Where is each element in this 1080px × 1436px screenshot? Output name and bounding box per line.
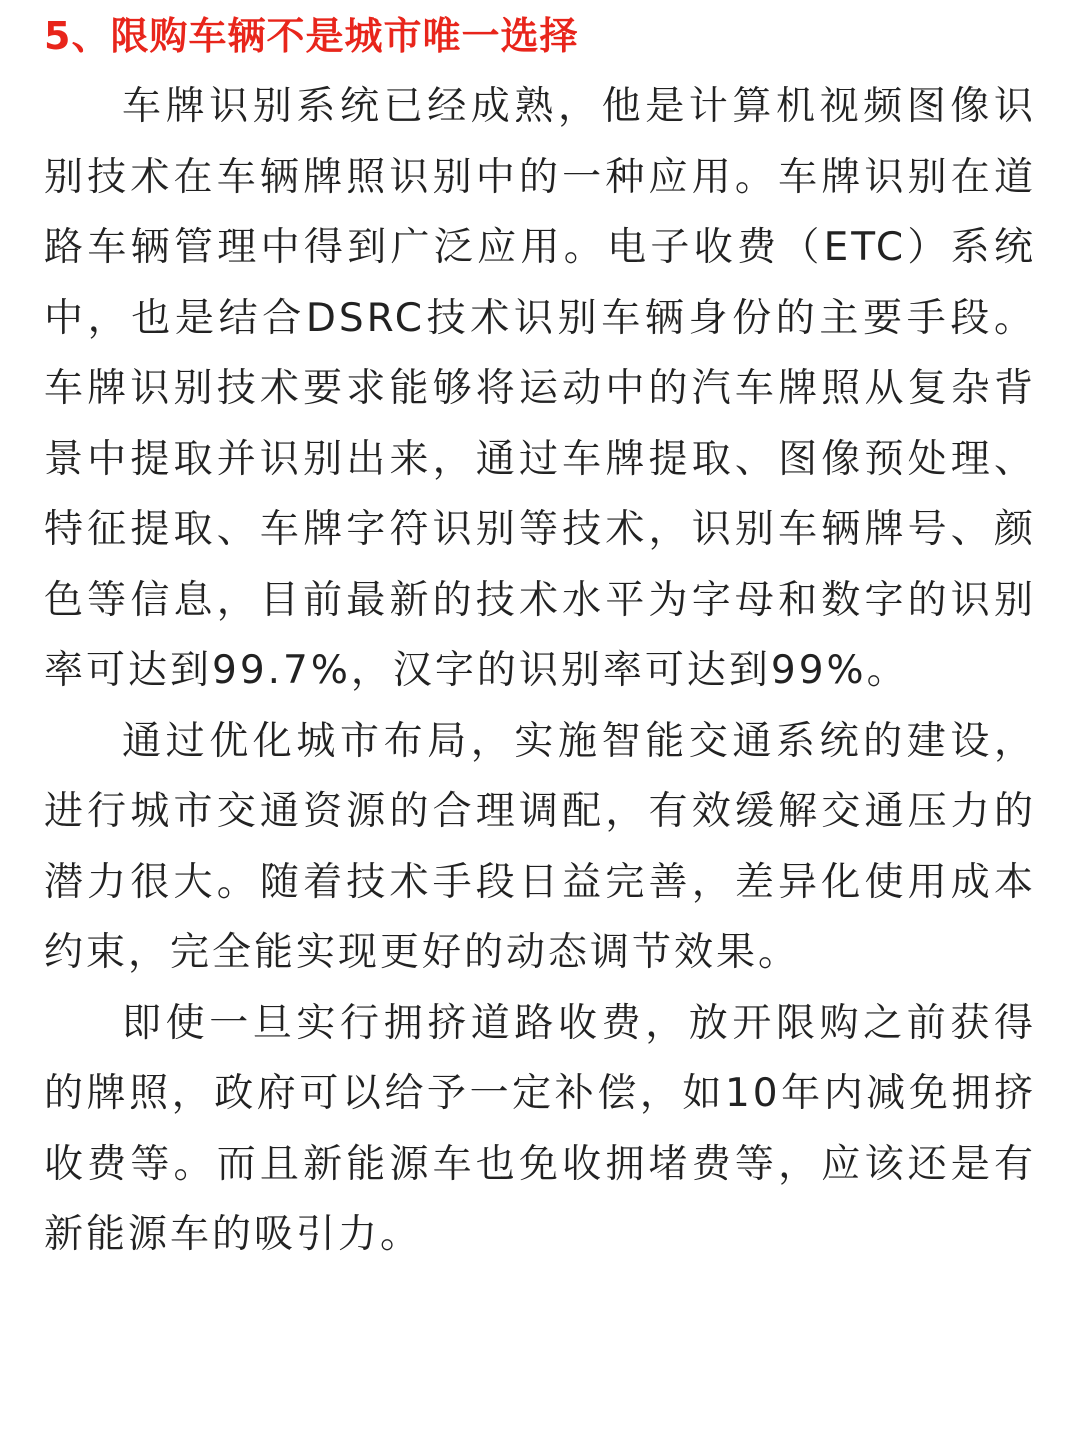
section-heading: 5、限购车辆不是城市唯一选择 [44,14,579,58]
paragraph-congestion-charge: 即使一旦实行拥挤道路收费，放开限购之前获得的牌照，政府可以给予一定补偿，如10年内减免拥挤收费等。而且新能源车也免收拥堵费等，应该还是有新能源车的吸引力。 [44,1000,1036,1257]
paragraph-intelligent-transport: 通过优化城市布局，实施智能交通系统的建设，进行城市交通资源的合理调配，有效缓解交通压力的潜力很大。随着技术手段日益完善，差异化使用成本约束，完全能实现更好的动态调节效果。 [44,718,1036,975]
paragraph-license-plate-recognition: 车牌识别系统已经成熟，他是计算机视频图像识别技术在车辆牌照识别中的一种应用。车牌识别在道路车辆管理中得到广泛应用。电子收费（ETC）系统中，也是结合DSRC技术识别车辆身份的主要手段。车牌识别技术要求能够将运动中的汽车牌照从复杂背景中提取并识别出来，通过车牌提取、图像预处理、特征提取、车牌字符识别等技术，识别车辆牌号、颜色等信息，目前最新的技术水平为字母和数字的识别率可达到99.7%，汉字的识别率可达到99%。 [44,84,1036,693]
